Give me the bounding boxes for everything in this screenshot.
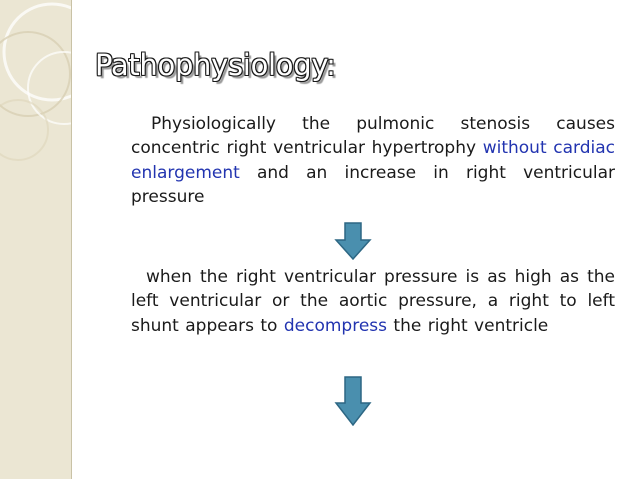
- divider-line: [71, 0, 72, 479]
- paragraph-2: [131, 265, 615, 338]
- down-arrow-icon: [334, 222, 372, 260]
- paragraph-1: [131, 112, 615, 209]
- paragraph-1-highlight: without cardiac enlargement: [131, 138, 615, 183]
- down-arrow-icon: [334, 376, 372, 426]
- paragraph-2-intro: when the right ventricular pressure is as high as the left ventricular or the aortic pressure, a right to left shunt appears to: [131, 267, 615, 336]
- decorative-circles-graphic: [0, 0, 71, 479]
- paragraph-2-rest: the right ventricle: [387, 315, 549, 336]
- slide-title: Pathophysiology:: [95, 48, 336, 82]
- paragraph-2-highlight: decompress: [283, 315, 387, 336]
- paragraph-1-rest: and an increase in right ventricular pressure: [131, 162, 615, 207]
- paragraph-1-intro: Physiologically the pulmonic stenosis causes concentric right ventricular hypertrophy: [131, 114, 615, 159]
